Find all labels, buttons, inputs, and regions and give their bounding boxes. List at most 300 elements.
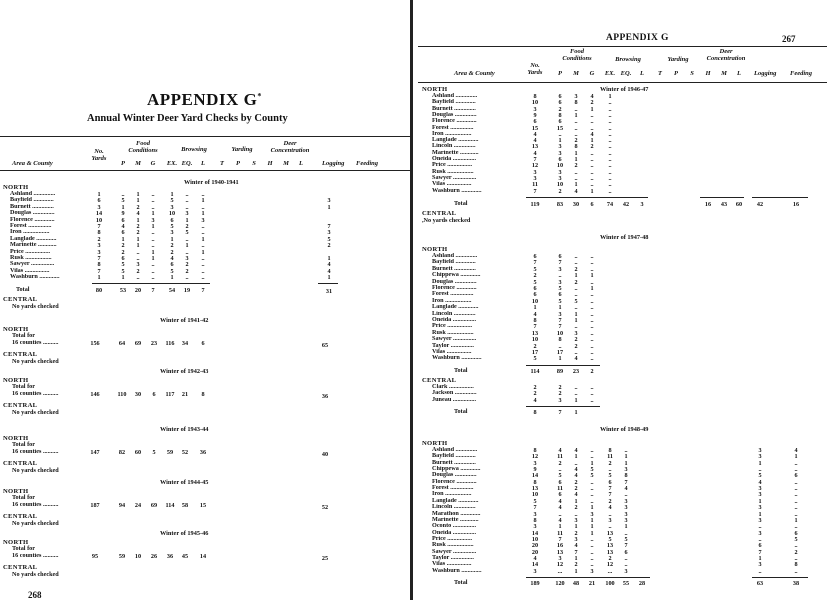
- county-count-label: 16 counties ..........: [12, 449, 59, 455]
- section-north: NORTH: [3, 377, 29, 384]
- food-g-value: ..: [590, 535, 594, 543]
- food-m-value: 1: [574, 554, 578, 562]
- summary-value: 52: [181, 449, 189, 456]
- food-p-value: 1: [121, 274, 125, 282]
- yards-value: 2: [533, 383, 537, 391]
- food-m-value: 2: [136, 267, 140, 275]
- food-m-value: 2: [574, 529, 578, 537]
- yards-value: 6: [533, 118, 537, 126]
- total-deer: 16: [704, 200, 712, 208]
- browse-ex-value: ..: [608, 105, 612, 113]
- food-g-value: ..: [590, 317, 594, 324]
- food-g-value: 1: [151, 255, 155, 262]
- food-p-value: 5: [558, 472, 562, 480]
- summary-value: 59: [118, 553, 126, 560]
- logging-value: 1: [758, 497, 762, 505]
- food-m-value: ..: [574, 253, 578, 260]
- summary-value: 95: [91, 553, 99, 560]
- food-g-value: 5: [590, 472, 594, 480]
- browse-ex-value: 4: [170, 255, 174, 262]
- feeding-value: ..: [794, 510, 798, 518]
- feeding-value: ..: [794, 466, 798, 474]
- food-m-value: ..: [574, 459, 578, 467]
- food-m-value: 4: [574, 466, 578, 474]
- food-p-value: ..: [558, 130, 562, 138]
- browse-l-value: ..: [201, 261, 205, 269]
- county-name: Oconto ...............: [432, 523, 476, 530]
- food-g-value: ..: [590, 162, 594, 170]
- appendix-title: APPENDIX G*: [147, 90, 262, 109]
- food-m-value: 2: [136, 223, 140, 230]
- food-m-value: 2: [574, 504, 578, 512]
- logging-value: 3: [758, 453, 762, 461]
- browse-ex-value: ..: [608, 168, 612, 176]
- total-logging: 31: [325, 287, 333, 295]
- yards-value: 2: [533, 390, 537, 398]
- food-p-value: 7: [558, 317, 562, 324]
- total-value: 20: [134, 286, 142, 294]
- total-value: 2: [590, 367, 594, 375]
- food-p-value: 13: [556, 548, 564, 556]
- browse-l-value: ..: [201, 223, 205, 230]
- subheader: T: [220, 160, 224, 167]
- county-name: Burnett ..............: [432, 459, 476, 466]
- browse-eq-value: 3: [624, 567, 628, 575]
- county-count-label: 16 counties ..........: [12, 391, 59, 397]
- food-p-value: ...: [557, 567, 563, 575]
- browse-ex-value: 2: [170, 242, 174, 250]
- food-g-value: ..: [590, 304, 594, 312]
- total-value: 80: [95, 286, 103, 294]
- county-name: Bayfield .............: [432, 99, 476, 106]
- county-name: Oneida ...............: [432, 317, 477, 323]
- food-p-value: 1: [121, 203, 125, 211]
- food-m-value: 3: [574, 93, 578, 100]
- food-m-value: ..: [574, 118, 578, 126]
- browse-eq-value: 3: [624, 504, 628, 512]
- yards-value: 3: [533, 168, 537, 176]
- header-logging: Logging: [754, 70, 777, 77]
- total-value: 42: [622, 200, 630, 208]
- county-name: Lincoln ..............: [432, 143, 476, 150]
- yards-value: 9: [533, 111, 537, 119]
- food-g-value: 1: [151, 210, 155, 218]
- food-p-value: 6: [558, 156, 562, 163]
- food-p-value: 3: [558, 149, 562, 157]
- food-m-value: 2: [574, 342, 578, 350]
- summary-value: 60: [134, 449, 142, 456]
- yards-value: 5: [533, 355, 537, 363]
- browse-ex-value: 1: [170, 191, 174, 198]
- food-g-value: 1: [590, 516, 594, 524]
- total-feeding: 16: [792, 200, 800, 208]
- no-yards-note: No yards checked: [12, 467, 59, 474]
- food-m-value: 2: [574, 336, 578, 344]
- food-p-value: ..: [121, 191, 125, 198]
- browse-ex-value: 2: [170, 248, 174, 256]
- county-count-label: 16 counties ..........: [12, 553, 59, 559]
- yards-value: 8: [533, 478, 537, 486]
- section-north-1948: NORTH: [422, 440, 448, 447]
- food-p-value: 4: [558, 447, 562, 454]
- yards-value: 8: [533, 317, 537, 324]
- food-m-value: 1: [574, 310, 578, 318]
- browse-ex-value: 3: [170, 203, 174, 211]
- yards-value: 3: [533, 105, 537, 113]
- yards-value: 7: [533, 323, 537, 331]
- yards-value: 2: [533, 272, 537, 280]
- header-deer-concentration: Deer Concentration: [706, 48, 746, 62]
- browse-ex-value: ..: [608, 118, 612, 126]
- food-g-value: ..: [590, 297, 594, 305]
- food-p-value: 17: [556, 349, 564, 356]
- total-value: 30: [572, 200, 580, 208]
- browse-ex-value: 10: [168, 210, 176, 218]
- county-name: Rusk .................: [10, 255, 52, 261]
- total-value: 23: [572, 367, 580, 375]
- total-value: 189: [530, 580, 540, 587]
- browse-ex-value: 3: [170, 229, 174, 237]
- yards-value: 8: [97, 229, 101, 237]
- browse-ex-value: ..: [608, 111, 612, 119]
- yards-value: 12: [531, 453, 539, 461]
- food-g-value: 1: [151, 248, 155, 256]
- header-rule-top: [0, 136, 410, 137]
- food-g-value: ..: [590, 149, 594, 157]
- county-name: Washburn .............: [10, 274, 60, 281]
- yards-value: 7: [533, 259, 537, 267]
- yards-value: 6: [533, 291, 537, 299]
- browse-eq-value: ..: [185, 203, 189, 211]
- food-m-value: 7: [574, 548, 578, 556]
- food-m-value: 2: [574, 137, 578, 145]
- total-label: Total: [454, 366, 468, 374]
- yards-value: 6: [533, 285, 537, 292]
- yards-value: 3: [533, 459, 537, 467]
- browse-ex-value: ..: [608, 124, 612, 132]
- yards-value: 7: [533, 156, 537, 163]
- logging-value: 3: [327, 197, 331, 205]
- yards-value: 4: [533, 396, 537, 404]
- food-m-value: 1: [574, 567, 578, 575]
- browse-l-value: ..: [201, 242, 205, 250]
- food-g-value: ..: [590, 396, 594, 404]
- logging-value: 1: [758, 554, 762, 562]
- logging-value: 3: [758, 561, 762, 569]
- food-m-value: ..: [574, 383, 578, 391]
- food-m-value: ..: [574, 174, 578, 182]
- logging-value: ..: [758, 523, 762, 531]
- browse-eq-value: 3: [624, 510, 628, 518]
- subheader: P: [558, 70, 562, 77]
- food-m-value: 4: [136, 210, 140, 218]
- browse-eq-value: 1: [185, 242, 189, 250]
- browse-ex-value: 5: [608, 472, 612, 480]
- food-m-value: 1: [574, 272, 578, 280]
- yards-value: 3: [97, 248, 101, 256]
- yards-value: 8: [533, 93, 537, 100]
- food-p-value: 4: [121, 223, 125, 230]
- logging-value: 1: [758, 510, 762, 518]
- food-m-value: 4: [574, 472, 578, 480]
- logging-value: 3: [758, 447, 762, 454]
- total-value: 48: [572, 580, 580, 587]
- food-g-value: ..: [151, 197, 155, 205]
- yards-value: 8: [533, 516, 537, 524]
- county-name: Florence .............: [432, 118, 477, 125]
- food-m-value: 1: [574, 111, 578, 119]
- county-name: Chippewa .............: [432, 272, 481, 279]
- browse-ex-value: 6: [608, 478, 612, 486]
- food-g-value: 1: [590, 459, 594, 467]
- food-p-value: 10: [556, 181, 564, 189]
- food-m-value: 3: [574, 516, 578, 524]
- logging-value: 3: [327, 229, 331, 237]
- food-m-value: 3: [574, 329, 578, 337]
- county-count-label: 16 counties ..........: [12, 502, 59, 508]
- food-m-value: 4: [574, 491, 578, 499]
- food-m-value: 1: [136, 216, 140, 224]
- logging-value: 1: [327, 255, 331, 262]
- yards-value: 10: [531, 297, 539, 305]
- browse-ex-value: 1: [170, 274, 174, 282]
- food-m-value: 3: [136, 261, 140, 269]
- county-name: Rusk .................: [432, 168, 474, 175]
- food-p-value: 2: [558, 390, 562, 398]
- food-g-value: 5: [590, 466, 594, 474]
- county-name: Vilas ................: [432, 181, 472, 188]
- summary-value: 64: [118, 340, 126, 347]
- food-p-value: 7: [558, 259, 562, 267]
- yards-value: 3: [533, 523, 537, 531]
- total-label: Total: [454, 199, 468, 207]
- summary-value: 23: [150, 340, 158, 347]
- browse-ex-value: 1: [608, 93, 612, 100]
- logging-value: ..: [758, 567, 762, 575]
- county-name: Price ................: [432, 535, 473, 542]
- yards-value: 7: [97, 255, 101, 262]
- county-name: Oneida ...............: [432, 156, 477, 162]
- food-m-value: 2: [574, 162, 578, 170]
- food-m-value: ..: [574, 390, 578, 398]
- food-p-value: 3: [558, 168, 562, 176]
- food-g-value: 4: [590, 130, 594, 138]
- feeding-value: 2: [794, 548, 798, 556]
- summary-value: 69: [134, 340, 142, 347]
- food-m-value: ..: [136, 255, 140, 262]
- food-g-value: ..: [590, 168, 594, 176]
- subheader: H: [705, 70, 711, 77]
- food-g-value: ..: [590, 497, 594, 505]
- food-p-value: ..: [558, 510, 562, 518]
- browse-ex-value: 5: [608, 535, 612, 543]
- browse-eq-value: ..: [624, 529, 628, 537]
- logging-value: 7: [327, 223, 331, 230]
- feeding-value: ..: [794, 504, 798, 512]
- food-g-value: 3: [151, 216, 155, 224]
- county-name: Price ................: [432, 323, 473, 330]
- county-name: Ashland ..............: [432, 93, 478, 99]
- county-name: Bayfield .............: [432, 259, 476, 266]
- logging-value: 3: [758, 529, 762, 537]
- food-g-value: ..: [590, 383, 594, 391]
- browse-l-value: ..: [201, 191, 205, 198]
- food-p-value: 9: [121, 210, 125, 218]
- county-name: Florence .............: [432, 285, 477, 291]
- food-g-value: 1: [590, 504, 594, 512]
- browse-eq-value: 7: [624, 478, 628, 486]
- county-name: Washburn .............: [432, 187, 482, 194]
- browse-eq-value: 1: [624, 453, 628, 461]
- subheader: L: [640, 70, 644, 77]
- browse-ex-value: ..: [608, 156, 612, 163]
- county-name: Forest ...............: [10, 223, 52, 229]
- summary-value: 24: [134, 502, 142, 509]
- total-for-label: Total for: [12, 332, 35, 339]
- total-value: 74: [606, 200, 614, 208]
- food-g-value: 1: [590, 105, 594, 113]
- browse-ex-value: 6: [170, 216, 174, 224]
- total-label: Total: [16, 285, 30, 293]
- food-p-value: 16: [556, 542, 564, 550]
- feeding-value: ..: [794, 485, 798, 493]
- logging-value: 1: [327, 203, 331, 211]
- food-m-value: 4: [574, 542, 578, 550]
- food-p-value: 6: [558, 491, 562, 499]
- total-rule: [526, 577, 650, 578]
- browse-ex-value: ..: [608, 162, 612, 170]
- yards-value: 3: [533, 567, 537, 575]
- food-g-value: ..: [590, 329, 594, 337]
- feeding-value: 1: [794, 453, 798, 461]
- browse-ex-value: ..: [608, 149, 612, 157]
- browse-eq-value: 1: [624, 459, 628, 467]
- section-central: CENTRAL: [3, 564, 38, 571]
- food-g-value: ..: [590, 342, 594, 350]
- yards-value: 4: [533, 149, 537, 157]
- summary-value: 21: [181, 391, 189, 398]
- food-m-value: 8: [574, 99, 578, 107]
- summary-value: 34: [181, 340, 189, 347]
- food-g-value: ..: [151, 191, 155, 198]
- browse-ex-value: ..: [608, 187, 612, 195]
- header-logging: Logging: [322, 160, 345, 167]
- county-name: Sawyer ...............: [432, 548, 477, 555]
- county-name: Florence .............: [432, 478, 477, 485]
- food-m-value: 2: [574, 265, 578, 273]
- browse-eq-value: 1: [185, 216, 189, 224]
- total-value: 120: [555, 580, 565, 587]
- total-rule: [526, 197, 648, 198]
- food-p-value: 4: [558, 504, 562, 512]
- browse-eq-value: ..: [185, 248, 189, 256]
- browse-eq-value: ..: [185, 191, 189, 198]
- logging-value: 3: [758, 491, 762, 499]
- food-g-value: ..: [590, 336, 594, 344]
- subheader: M: [573, 70, 579, 77]
- browse-eq-value: 3: [624, 497, 628, 505]
- total-value: 1: [574, 409, 578, 416]
- county-name: Bayfield .............: [10, 197, 54, 204]
- browse-ex-value: 11: [607, 453, 613, 461]
- winter-label-1946: Winter of 1946-47: [600, 86, 649, 93]
- county-name: Iron .................: [432, 130, 472, 137]
- summary-value: 82: [118, 449, 126, 456]
- summary-value: 8: [201, 391, 205, 398]
- subheader: EQ.: [181, 160, 193, 167]
- food-m-value: 2: [136, 203, 140, 211]
- yards-value: 13: [531, 143, 539, 151]
- subheader: EQ.: [620, 70, 632, 77]
- food-m-value: ..: [574, 130, 578, 138]
- summary-value: 58: [181, 502, 189, 509]
- food-g-value: 2: [590, 143, 594, 151]
- food-m-value: 3: [574, 535, 578, 543]
- food-m-value: 4: [574, 187, 578, 195]
- logging-value: 3: [758, 516, 762, 524]
- food-g-value: ..: [590, 485, 594, 493]
- food-m-value: 1: [574, 453, 578, 461]
- browse-l-value: ..: [201, 274, 205, 282]
- county-name: Marinette ............: [432, 516, 479, 523]
- yards-value: 10: [95, 216, 103, 224]
- food-p-value: 1: [558, 137, 562, 145]
- summary-value: 14: [199, 553, 207, 560]
- county-name: Burnett ..............: [10, 203, 54, 210]
- header-browsing: Browsing: [615, 56, 641, 63]
- food-p-value: 10: [556, 329, 564, 337]
- section-central: CENTRAL: [422, 376, 457, 384]
- food-g-value: ..: [590, 259, 594, 267]
- total-rule: [92, 283, 210, 284]
- summary-value: 59: [166, 449, 174, 456]
- food-m-value: ..: [574, 349, 578, 356]
- browse-l-value: 1: [201, 235, 205, 243]
- county-count-label: 16 counties ..........: [12, 340, 59, 346]
- browse-ex-value: 2: [608, 459, 612, 467]
- food-p-value: 2: [121, 242, 125, 250]
- total-rule: [526, 365, 600, 366]
- browse-ex-value: ..: [608, 174, 612, 182]
- total-for-label: Total for: [12, 494, 35, 501]
- summary-value: 6: [152, 391, 156, 398]
- county-name: Douglas ..............: [10, 210, 55, 217]
- food-m-value: ..: [136, 274, 140, 282]
- food-g-value: 4: [590, 93, 594, 100]
- header-rule-bottom: [0, 170, 410, 171]
- subheader: P: [121, 160, 125, 167]
- no-yards-note: No yards checked: [12, 302, 59, 310]
- county-name: Oneida ...............: [432, 529, 477, 536]
- browse-l-value: ..: [201, 229, 205, 237]
- subheader: M: [135, 160, 141, 167]
- food-m-value: ..: [574, 291, 578, 299]
- subheader: M: [283, 160, 289, 167]
- summary-value: 94: [118, 502, 126, 509]
- food-p-value: 5: [121, 261, 125, 269]
- summary-value: 116: [165, 340, 175, 347]
- subheader: L: [201, 160, 205, 167]
- county-name: Forest ...............: [432, 124, 474, 131]
- browse-eq-value: 2: [185, 261, 189, 269]
- summary-value: 36: [166, 553, 174, 560]
- feeding-value: ..: [794, 497, 798, 505]
- yards-value: 14: [531, 561, 539, 569]
- food-g-value: ..: [590, 453, 594, 461]
- logging-value: 4: [327, 261, 331, 269]
- food-m-value: ..: [136, 248, 140, 256]
- browse-ex-value: ..: [608, 510, 612, 518]
